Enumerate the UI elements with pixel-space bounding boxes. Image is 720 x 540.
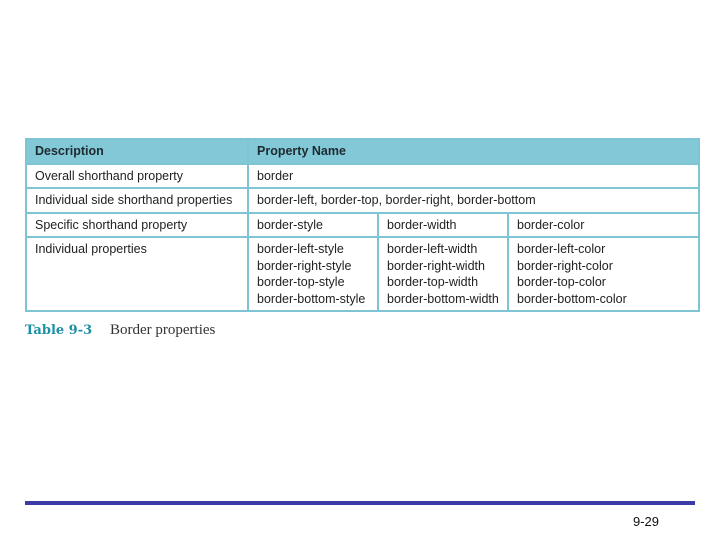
caption-label: Table 9-3 <box>25 323 93 338</box>
individual-style-left: border-left-style <box>257 242 344 256</box>
individual-width-top: border-top-width <box>387 275 479 289</box>
individual-style-bottom: border-bottom-style <box>257 291 366 306</box>
table-row <box>27 189 698 214</box>
individual-width-right: border-right-width <box>387 258 485 273</box>
row-specific-style: border-style <box>249 214 379 239</box>
table-header-row <box>27 140 698 165</box>
row-specific-description: Specific shorthand property <box>27 214 249 239</box>
individual-color-left: border-left-color <box>517 242 606 256</box>
table-caption <box>25 322 215 339</box>
row-individual-description: Individual properties <box>27 238 249 310</box>
page-number: 9-29 <box>632 514 660 529</box>
row-individual-width-cell <box>379 238 509 310</box>
border-properties-table <box>27 140 698 310</box>
caption-text: Border properties <box>110 322 216 338</box>
table-row <box>27 214 698 239</box>
table-row <box>27 238 698 310</box>
row-side-description: Individual side shorthand properties <box>27 189 249 214</box>
row-specific-color: border-color <box>509 214 698 239</box>
header-description: Description <box>27 140 249 165</box>
header-property-name: Property Name <box>249 140 698 165</box>
individual-width-left: border-left-width <box>387 242 478 256</box>
row-specific-width: border-width <box>379 214 509 239</box>
individual-style-right: border-right-style <box>257 258 352 273</box>
individual-color-bottom: border-bottom-color <box>517 291 627 306</box>
footer-divider <box>25 501 695 505</box>
row-overall-value: border <box>249 165 698 190</box>
individual-width-bottom: border-bottom-width <box>387 291 499 306</box>
individual-color-top: border-top-color <box>517 275 606 289</box>
row-individual-color-cell <box>509 238 698 310</box>
table-row <box>27 165 698 190</box>
row-overall-description: Overall shorthand property <box>27 165 249 190</box>
border-properties-table-frame <box>25 138 700 312</box>
row-individual-style-cell <box>249 238 379 310</box>
row-side-value: border-left, border-top, border-right, border-bottom <box>249 189 698 214</box>
individual-color-right: border-right-color <box>517 258 613 273</box>
individual-style-top: border-top-style <box>257 275 345 289</box>
